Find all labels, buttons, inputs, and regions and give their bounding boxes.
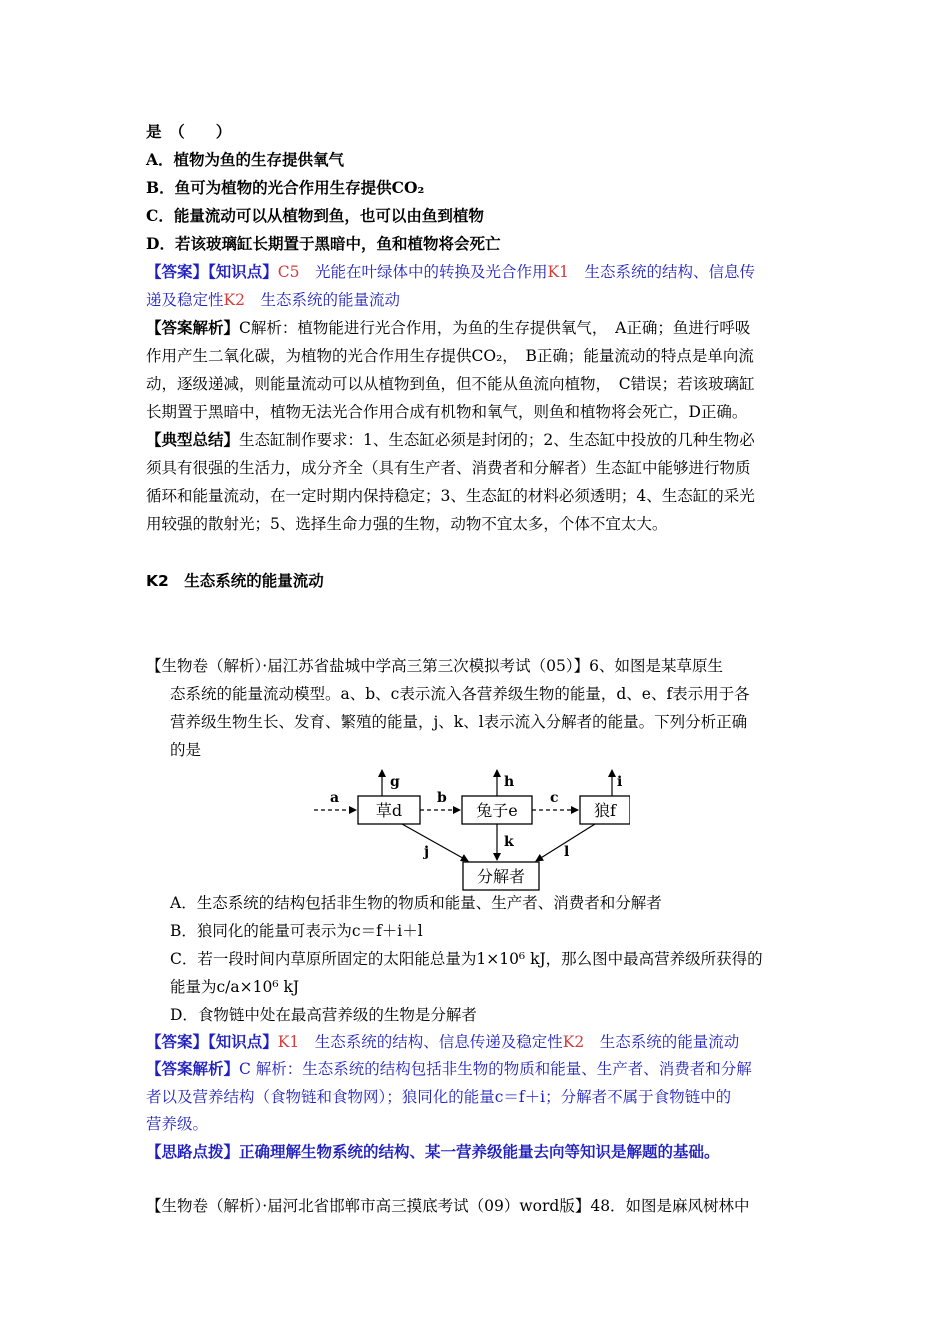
- label-j: j: [424, 844, 430, 860]
- q1-option-a: A．植物为鱼的生存提供氧气: [146, 150, 345, 169]
- q1-stem-end: 是 （ ）: [146, 122, 232, 141]
- q1-analysis-text-1: C解析：植物能进行光合作用，为鱼的生存提供氧气， A正确；鱼进行呼吸: [239, 319, 751, 337]
- q2-stem-line-4: 的是: [170, 741, 202, 759]
- q1-analysis-label: 【答案解析】: [146, 318, 240, 337]
- q2-kp-text-2: 生态系统的能量流动: [584, 1033, 740, 1051]
- label-i: i: [617, 774, 623, 790]
- q1-summary-label: 【典型总结】: [146, 430, 240, 449]
- q2-option-b: B．狼同化的能量可表示为c＝f＋i＋l: [170, 922, 423, 940]
- q1-answer-label: 【答案】【知识点】: [146, 262, 278, 281]
- label-l: l: [564, 844, 570, 860]
- q3-stem-line: 【生物卷（解析）·届河北省邯郸市高三摸底考试（09）word版】48．如图是麻风树林中: [146, 1197, 750, 1215]
- q1-summary-line-1: [146, 429, 755, 451]
- q1-kp-text-2: 生态系统的结构、信息传: [568, 263, 755, 281]
- label-a: a: [330, 790, 340, 806]
- section-code: K2: [146, 572, 169, 590]
- q1-kp-code-k2: K2: [223, 291, 245, 309]
- box-rabbit-text: 兔子e: [476, 801, 518, 820]
- label-h: h: [504, 774, 515, 790]
- box-decomposer-text: 分解者: [476, 867, 526, 886]
- q2-analysis-line-3: 营养级。: [146, 1115, 209, 1133]
- q1-analysis-line-2: 作用产生二氧化碳，为植物的光合作用生存提供CO₂， B正确；能量流动的特点是单向流: [146, 347, 754, 365]
- q1-kp-text-3: 递及稳定性: [146, 291, 224, 309]
- q2-analysis-label: 【答案解析】: [146, 1059, 240, 1078]
- q1-summary-line-3: 循环和能量流动，在一定时期内保持稳定；3、生态缸的材料必须透明；4、生态缸的采光: [146, 487, 755, 505]
- q1-option-c: C．能量流动可以从植物到鱼，也可以由鱼到植物: [146, 206, 484, 225]
- q1-option-b: B．鱼可为植物的光合作用生存提供CO₂: [146, 178, 425, 197]
- q2-tip-text: 正确理解生物系统的结构、某一营养级能量去向等知识是解题的基础。: [239, 1142, 720, 1161]
- q1-kp-text-4: 生态系统的能量流动: [244, 291, 400, 309]
- q2-kp-code-k1: K1: [277, 1033, 300, 1051]
- q2-tip-label: 【思路点拨】: [146, 1142, 240, 1161]
- q2-analysis-line-1: [146, 1058, 752, 1080]
- box-wolf-text: 狼f: [594, 801, 616, 820]
- q2-analysis-line-2: 者以及营养结构（食物链和食物网）；狼同化的能量c＝f＋i；分解者不属于食物链中的: [146, 1088, 732, 1106]
- q1-analysis-line-3: 动，逐级递减，则能量流动可以从植物到鱼，但不能从鱼流向植物， C错误；若该玻璃缸: [146, 375, 755, 393]
- q2-tip-line: [146, 1141, 720, 1163]
- section-title: 生态系统的能量流动: [168, 572, 324, 590]
- q1-knowledge-line-1: [146, 261, 755, 283]
- q1-summary-line-4: 用较强的散射光；5、选择生命力强的生物，动物不宜太多，个体不宜太大。: [146, 515, 668, 533]
- section-heading: [146, 570, 324, 592]
- box-grass-text: 草d: [375, 801, 403, 820]
- q2-kp-text-1: 生态系统的结构、信息传递及稳定性: [299, 1033, 563, 1051]
- arrow-j: [402, 824, 468, 861]
- q2-answer-label: 【答案】【知识点】: [146, 1032, 278, 1051]
- q2-option-c-line-2: 能量为c/a×10⁶ kJ: [170, 978, 300, 996]
- q2-stem-line-2: 态系统的能量流动模型。a、b、c表示流入各营养级生物的能量，d、e、f表示用于各: [170, 685, 750, 703]
- q2-option-a: A．生态系统的结构包括非生物的物质和能量、生产者、消费者和分解者: [170, 894, 662, 912]
- q1-analysis-line-1: [146, 317, 750, 339]
- q2-kp-code-k2: K2: [562, 1033, 585, 1051]
- q1-knowledge-line-2: [146, 289, 400, 311]
- q1-analysis-line-4: 长期置于黑暗中，植物无法光合作用合成有机物和氧气，则鱼和植物将会死亡，D正确。: [146, 403, 748, 421]
- q2-knowledge-line: [146, 1031, 739, 1053]
- energy-flow-diagram: [310, 766, 630, 894]
- label-b: b: [437, 790, 447, 806]
- q1-kp-text-1: 光能在叶绿体中的转换及光合作用: [299, 263, 548, 281]
- label-c: c: [550, 790, 559, 806]
- q2-option-c-line-1: C．若一段时间内草原所固定的太阳能总量为1×10⁶ kJ，那么图中最高营养级所获得的: [170, 950, 763, 968]
- label-g: g: [390, 774, 400, 790]
- q1-summary-text-1: 生态缸制作要求：1、生态缸必须是封闭的；2、生态缸中投放的几种生物必: [239, 431, 755, 449]
- q1-summary-line-2: 须具有很强的生活力，成分齐全（具有生产者、消费者和分解者）生态缸中能够进行物质: [146, 459, 751, 477]
- q1-kp-code-c5: C5: [277, 263, 300, 281]
- q1-option-d: D．若该玻璃缸长期置于黑暗中，鱼和植物将会死亡: [146, 234, 501, 253]
- q2-stem-line-3: 营养级生物生长、发育、繁殖的能量，j、k、l表示流入分解者的能量。下列分析正确: [170, 713, 748, 731]
- label-k: k: [504, 834, 514, 850]
- q2-stem-line-1: 【生物卷（解析）·届江苏省盐城中学高三第三次模拟考试（05）】6、如图是某草原生: [146, 657, 724, 675]
- q2-analysis-text-1: C 解析：生态系统的结构包括非生物的物质和能量、生产者、消费者和分解: [239, 1060, 752, 1078]
- q1-kp-code-k1: K1: [547, 263, 569, 281]
- q2-option-d: D．食物链中处在最高营养级的生物是分解者: [170, 1006, 477, 1024]
